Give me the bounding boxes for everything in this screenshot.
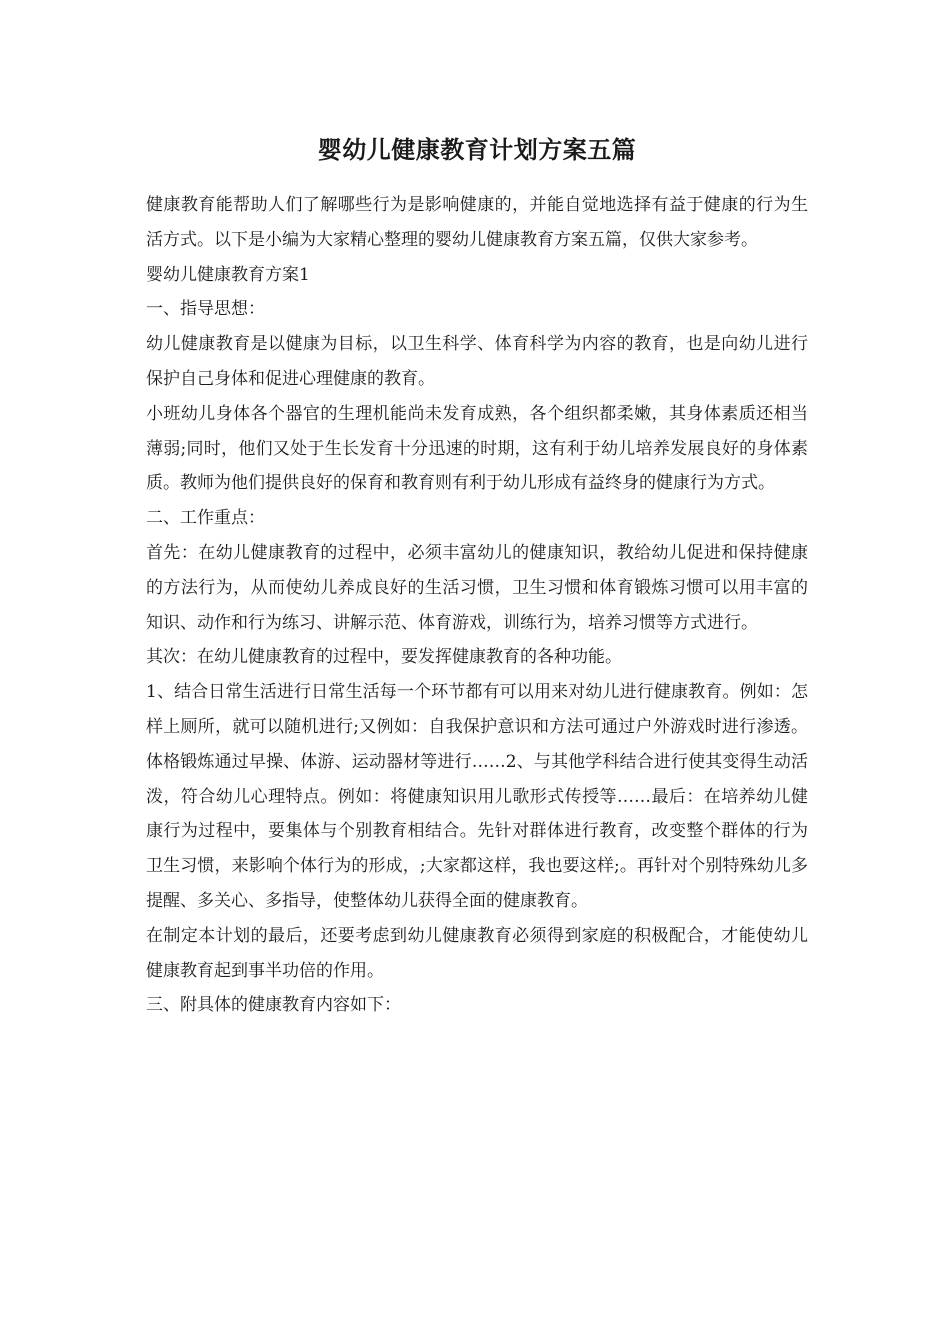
paragraph-health-education-definition: 幼儿健康教育是以健康为目标，以卫生科学、体育科学为内容的教育，也是向幼儿进行保护自己身体和促进心理健康的教育。 [146,334,808,389]
paragraph-daily-life-integration: 1、结合日常生活进行日常生活每一个环节都有可以用来对幼儿进行健康教育。例如：怎样上厕所，就可以随机进行;又例如：自我保护意识和方法可通过户外游戏时进行渗透。体格锻炼通过早操、体游、运动器材等进行……2、与其他学科结合进行使其变得生动活泼，符合幼儿心理特点。例如：将健康知识用儿歌形式传授等……最后：在培养幼儿健康行为过程中，要集体与个别教育相结合。先针对群体进行教育，改变整个群体的行为卫生习惯，来影响个体行为的形成，;大家都这样，我也要这样;。再针对个别特殊幼儿多提醒、多关心、多指导，使整体幼儿获得全面的健康教育。 [146,682,808,911]
paragraph-small-class-children: 小班幼儿身体各个器官的生理机能尚未发育成熟，各个组织都柔嫩，其身体素质还相当薄弱;同时，他们又处于生长发育十分迅速的时期，这有利于幼儿培养发展良好的身体素质。教师为他们提供良好的保育和教育则有利于幼儿形成有益终身的健康行为方式。 [146,403,808,494]
document-title: 婴幼儿健康教育计划方案五篇 [317,135,637,164]
heading-work-focus: 二、工作重点： [146,508,265,529]
paragraph-first-point: 首先：在幼儿健康教育的过程中，必须丰富幼儿的健康知识，教给幼儿促进和保持健康的方法行为，从而使幼儿养成良好的生活习惯，卫生习惯和体育锻炼习惯可以用丰富的知识、动作和行为练习、讲解示范、体育游戏，训练行为，培养习惯等方式进行。 [146,542,808,633]
intro-paragraph: 健康教育能帮助人们了解哪些行为是影响健康的，并能自觉地选择有益于健康的行为生活方式。以下是小编为大家精心整理的婴幼儿健康教育方案五篇，仅供大家参考。 [146,195,808,250]
paragraph-family-cooperation: 在制定本计划的最后，还要考虑到幼儿健康教育必须得到家庭的积极配合，才能使幼儿健康教育起到事半功倍的作用。 [146,925,808,981]
section-heading-plan-1: 婴幼儿健康教育方案1 [146,264,310,285]
heading-specific-content: 三、附具体的健康教育内容如下： [146,995,401,1016]
document-body [146,188,808,1023]
paragraph-second-point: 其次：在幼儿健康教育的过程中，要发挥健康教育的各种功能。 [146,647,622,668]
heading-guiding-ideology: 一、指导思想： [146,299,265,320]
